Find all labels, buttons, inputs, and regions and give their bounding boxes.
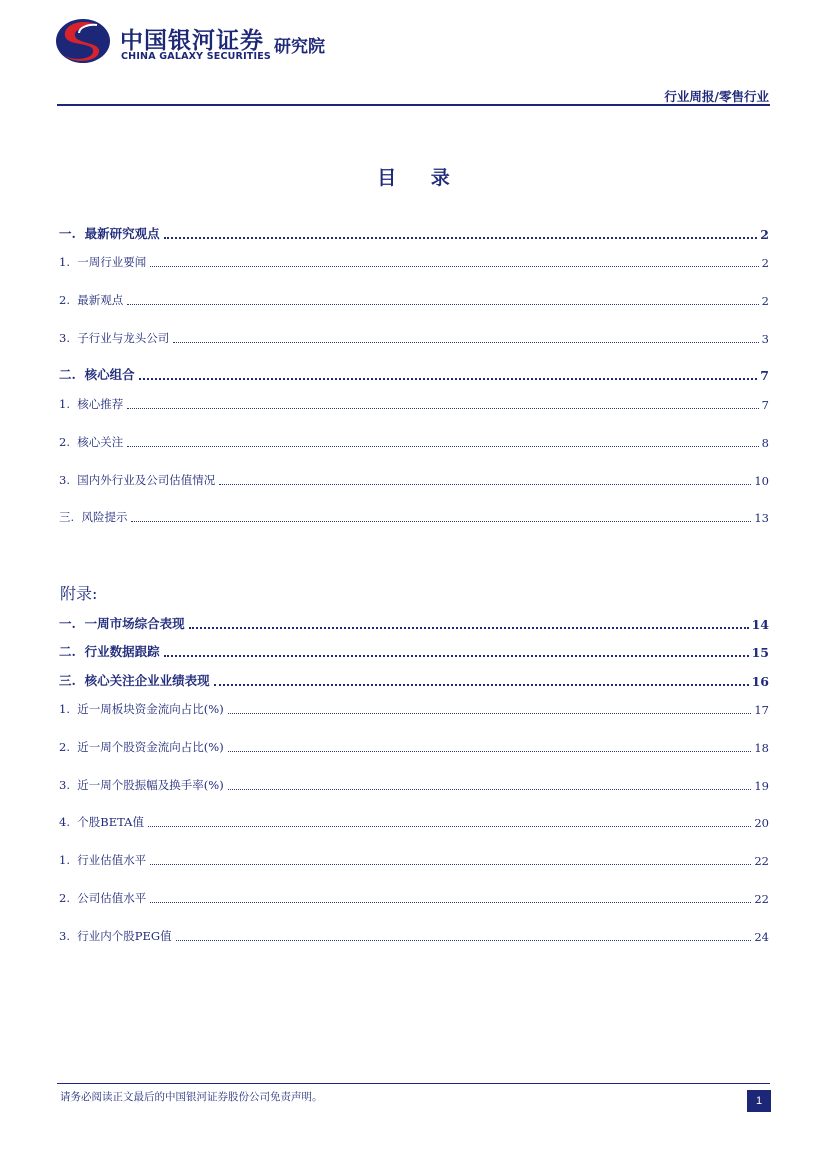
toc-entry-page: 19 xyxy=(754,779,769,793)
header-divider xyxy=(57,104,770,106)
brand-name-en: CHINA GALAXY SECURITIES xyxy=(121,51,271,62)
toc-leader xyxy=(164,645,749,657)
toc-leader xyxy=(150,255,758,267)
toc-leader xyxy=(131,510,751,522)
appendix-entry[interactable] xyxy=(59,671,769,689)
appendix-entry[interactable] xyxy=(59,642,769,660)
toc-entry-label: 1. 核心推荐 xyxy=(59,397,124,411)
toc-leader xyxy=(228,740,752,752)
footer-divider xyxy=(57,1083,770,1084)
toc-entry[interactable] xyxy=(59,470,769,488)
toc-entry-page: 7 xyxy=(760,368,769,383)
toc-leader xyxy=(127,435,758,447)
galaxy-logo-icon xyxy=(53,16,113,66)
toc-leader xyxy=(219,473,751,485)
toc-entry-label: 一. 一周市场综合表现 xyxy=(59,616,185,631)
toc-leader xyxy=(150,891,751,903)
brand-division: 研究院 xyxy=(274,37,325,57)
toc-entry-page: 2 xyxy=(760,227,769,242)
toc-leader xyxy=(176,929,752,941)
appendix-entry[interactable] xyxy=(59,888,769,906)
toc-leader xyxy=(150,853,751,865)
appendix-entry[interactable] xyxy=(59,699,769,717)
toc-entry-label: 3. 国内外行业及公司估值情况 xyxy=(59,473,216,487)
toc-leader xyxy=(228,778,752,790)
appendix-entry[interactable] xyxy=(59,926,769,944)
toc-entry-page: 24 xyxy=(754,930,769,944)
toc-entry[interactable] xyxy=(59,252,769,270)
appendix-title: 附录: xyxy=(60,584,98,603)
toc-leader xyxy=(127,293,758,305)
page-header xyxy=(0,0,827,110)
toc-entry[interactable] xyxy=(59,507,769,525)
toc-entry-label: 1. 行业估值水平 xyxy=(59,853,147,867)
toc-entry-page: 2 xyxy=(761,256,769,270)
toc-entry-page: 22 xyxy=(754,892,769,906)
toc-entry-label: 二. 核心组合 xyxy=(59,367,135,382)
toc-entry-page: 13 xyxy=(754,511,769,525)
toc-entry-page: 2 xyxy=(761,294,769,308)
appendix-entry[interactable] xyxy=(59,850,769,868)
toc-entry-label: 一. 最新研究观点 xyxy=(59,226,160,241)
toc-entry-page: 18 xyxy=(754,741,769,755)
page-number: 1 xyxy=(747,1090,771,1112)
toc-entry-label: 三. 风险提示 xyxy=(59,510,128,524)
toc-entry-label: 3. 近一周个股振幅及换手率(%) xyxy=(59,778,224,792)
toc-entry[interactable] xyxy=(59,290,769,308)
toc-entry[interactable] xyxy=(59,328,769,346)
toc-leader xyxy=(139,368,758,380)
toc-entry-page: 3 xyxy=(761,332,769,346)
toc-entry-label: 三. 核心关注企业业绩表现 xyxy=(59,673,210,688)
appendix-entry[interactable] xyxy=(59,812,769,830)
toc-entry-page: 10 xyxy=(754,474,769,488)
toc-entry-label: 二. 行业数据跟踪 xyxy=(59,644,160,659)
toc-entry-page: 8 xyxy=(761,436,769,450)
toc-leader xyxy=(148,815,751,827)
appendix-entry[interactable] xyxy=(59,737,769,755)
toc-entry[interactable] xyxy=(59,394,769,412)
toc-leader xyxy=(189,617,749,629)
toc-entry-page: 20 xyxy=(754,816,769,830)
appendix-entry[interactable] xyxy=(59,614,769,632)
toc-entry[interactable] xyxy=(59,365,769,383)
toc-entry-label: 1. 近一周板块资金流向占比(%) xyxy=(59,702,224,716)
toc-leader xyxy=(173,331,758,343)
toc-entry-label: 3. 子行业与龙头公司 xyxy=(59,331,170,345)
toc-entry-page: 16 xyxy=(751,674,769,689)
appendix-entry[interactable] xyxy=(59,775,769,793)
toc-entry-page: 14 xyxy=(751,617,769,632)
toc-title: 目 录 xyxy=(377,167,464,189)
toc-entry-page: 7 xyxy=(761,398,769,412)
toc-leader xyxy=(214,674,749,686)
toc-entry-label: 2. 核心关注 xyxy=(59,435,124,449)
footer-disclaimer: 请务必阅读正文最后的中国银河证券股份公司免责声明。 xyxy=(60,1091,323,1103)
toc-entry-page: 22 xyxy=(754,854,769,868)
toc-entry-page: 17 xyxy=(754,703,769,717)
toc-entry-page: 15 xyxy=(751,645,769,660)
toc-entry[interactable] xyxy=(59,224,769,242)
toc-entry-label: 2. 公司估值水平 xyxy=(59,891,147,905)
toc-entry-label: 2. 近一周个股资金流向占比(%) xyxy=(59,740,224,754)
toc-leader xyxy=(228,702,752,714)
brand-name-cn: 中国银河证券 xyxy=(120,28,264,54)
toc-entry-label: 3. 行业内个股PEG值 xyxy=(59,929,172,943)
toc-entry-label: 1. 一周行业要闻 xyxy=(59,255,147,269)
toc-leader xyxy=(127,397,758,409)
report-type: 行业周报/零售行业 xyxy=(664,89,769,104)
toc-entry-label: 4. 个股BETA值 xyxy=(59,815,144,829)
toc-entry[interactable] xyxy=(59,432,769,450)
toc-entry-label: 2. 最新观点 xyxy=(59,293,124,307)
toc-leader xyxy=(164,227,758,239)
